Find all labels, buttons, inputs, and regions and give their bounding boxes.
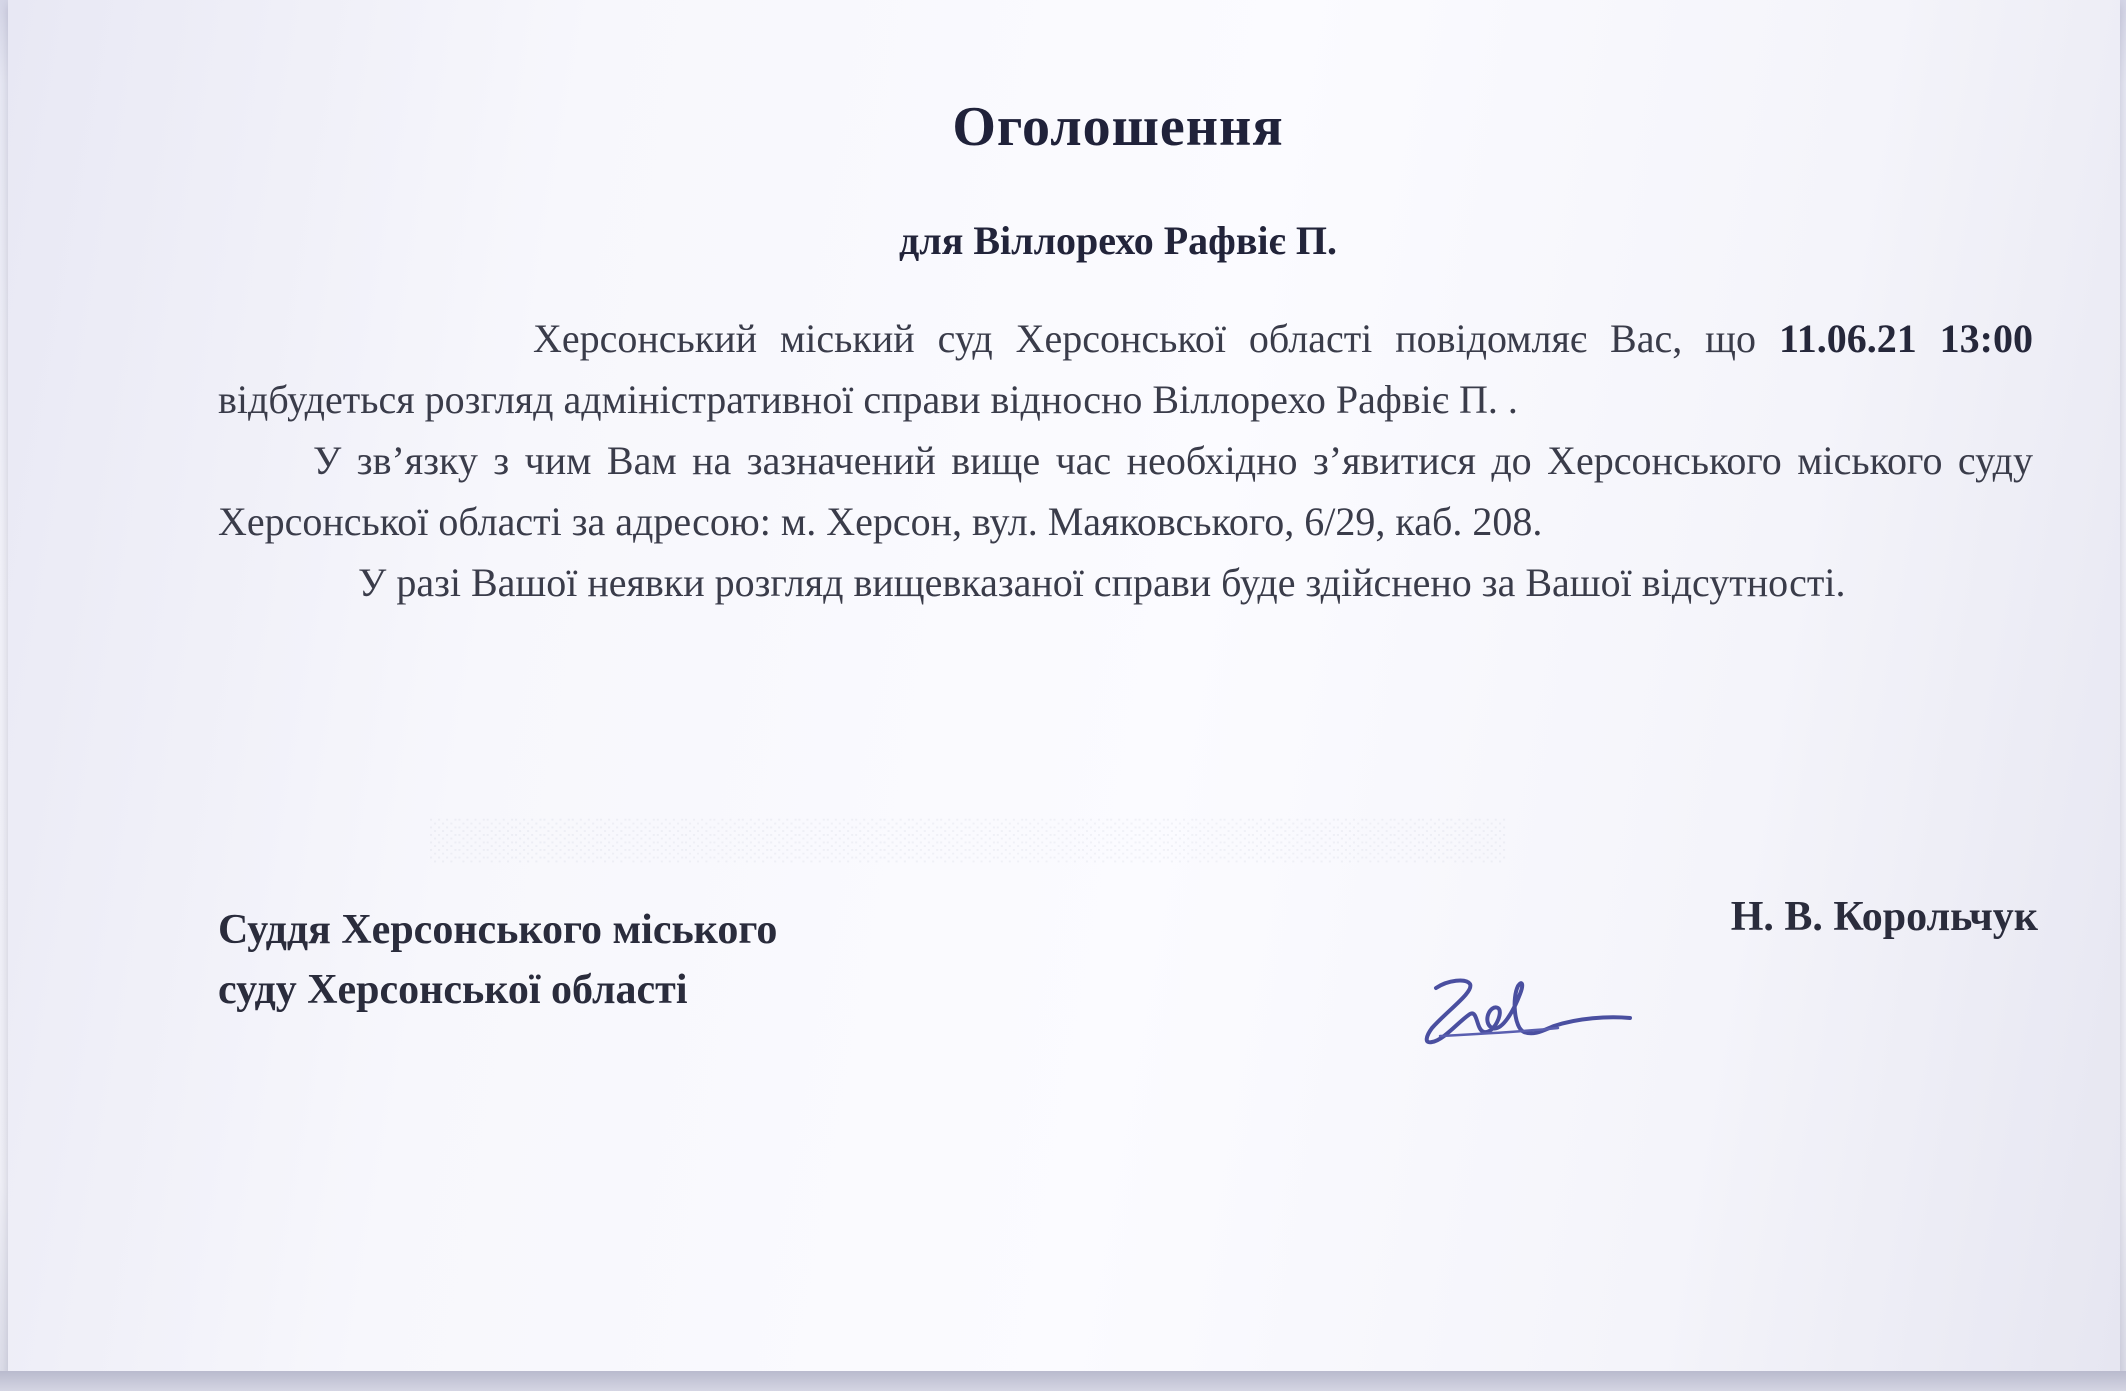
hearing-intro: Херсонський міський суд Херсонської області повідомляє Вас, що <box>533 316 1756 361</box>
table-edge <box>0 1371 2126 1391</box>
paper-sheet <box>8 0 2120 1375</box>
notice-body <box>218 308 2033 613</box>
handwritten-signature <box>1418 970 1638 1060</box>
judge-name: Н. В. Корольчук <box>1730 894 2038 940</box>
show-through-text: ░░░░░░░░░░░░░░░░░░░░░░░░░░░░░░░░░░░░░░ <box>428 816 1505 861</box>
notice-title: Оголошення <box>952 96 1284 158</box>
notice-addressee: для Віллорехо Рафвіє П. <box>899 218 1337 263</box>
paragraph-hearing <box>218 308 2033 430</box>
judge-position-line2: суду Херсонської області <box>218 967 688 1013</box>
hearing-rest: відбудеться розгляд адміністративної справи відносно Віллорехо Рафвіє П. . <box>218 377 1518 422</box>
judge-position-line1: Суддя Херсонського міського <box>218 907 778 953</box>
hearing-datetime: 11.06.21 13:00 <box>1778 316 2034 361</box>
judge-position <box>218 900 777 1020</box>
paragraph-absence: У разі Вашої неявки розгляд вищевказаної справи буде здійснено за Вашої відсутності. <box>358 560 1846 605</box>
paragraph-address: У зв’язку з чим Вам на зазначений вище час необхідно з’явитися до Херсонського міського суду Херсонської області за адресою: м. Херсон, вул. Маяковського, 6/29, каб. 208. <box>218 438 2033 544</box>
